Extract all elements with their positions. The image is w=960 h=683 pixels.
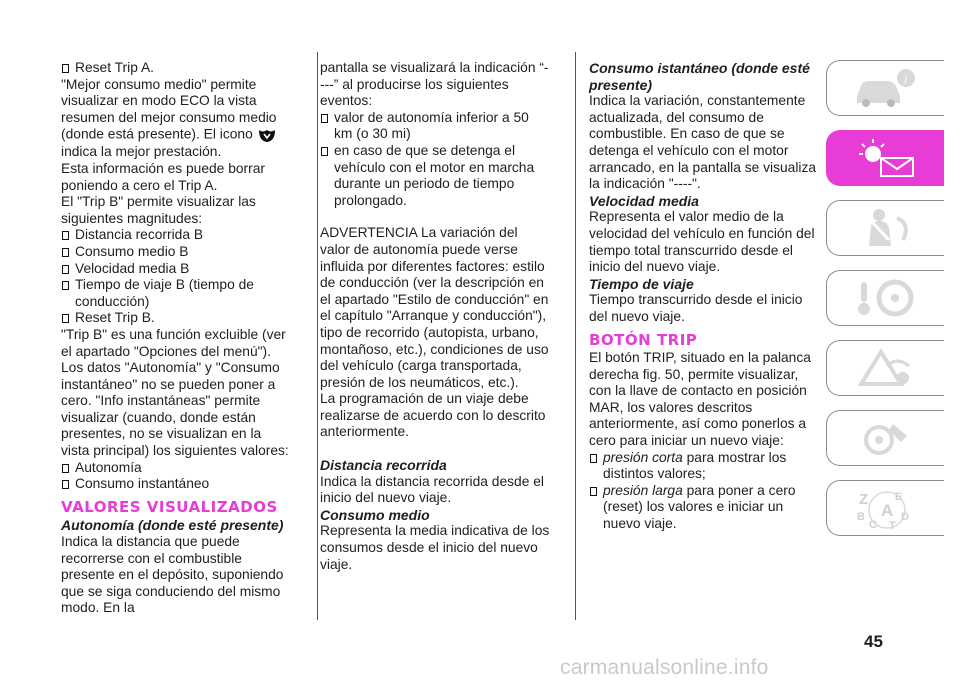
paragraph: Indica la distancia recorrida desde el inicio del nuevo viaje. <box>320 473 544 506</box>
subheading: Distancia recorrida <box>320 457 447 474</box>
column-divider <box>575 52 576 620</box>
key-steering-icon <box>851 276 921 320</box>
car-info-icon <box>851 66 921 110</box>
bullet-icon <box>321 147 328 156</box>
tab-emergency[interactable] <box>826 340 944 396</box>
paragraph: Esta información es puede borrar poniendo a cero el Trip A. <box>61 160 265 193</box>
paragraph: La programación de un viaje debe realizarse de acuerdo con lo descrito anteriormente. <box>320 391 546 440</box>
bullet-item: presión corta para mostrar los distintos valores; <box>589 450 819 483</box>
svg-text:C: C <box>868 519 877 530</box>
bullet-item: Reset Trip A. <box>61 60 291 77</box>
tab-car-info[interactable] <box>826 60 944 116</box>
bullet-item: Distancia recorrida B <box>61 227 291 244</box>
seatbelt-airbag-icon <box>851 206 921 250</box>
bullet-item: Velocidad media B <box>61 261 291 278</box>
bullet-icon <box>62 64 69 73</box>
paragraph: El "Trip B" permite visualizar las siguientes magnitudes: <box>61 194 256 226</box>
svg-text:i: i <box>903 72 907 86</box>
paragraph: "Trip B" es una función excluible (ver el apartado "Opciones del menú"). <box>61 326 286 359</box>
paragraph: Representa la media indicativa de los consumos desde el inicio del nuevo viaje. <box>320 523 550 572</box>
bullet-item: Autonomía <box>61 460 291 477</box>
bullet-item: valor de autonomía inferior a 50 km (o 30 mi) <box>320 110 550 143</box>
bullet-icon <box>62 464 69 473</box>
paragraph: Indica la variación, constantemente actualizada, del consumo de combustible. En caso de que se detenga el vehículo con el motor arrancado, en la pantalla se visualiza la indicación "----". <box>589 93 817 192</box>
bullet-icon <box>321 114 328 123</box>
paragraph: Tiempo transcurrido desde el inicio del nuevo viaje. <box>589 292 803 324</box>
paragraph: pantalla se visualizará la indicación “----” al producirse los siguientes eventos: <box>320 60 549 109</box>
warning-paragraph: ADVERTENCIA La variación del valor de autonomía puede verse influida por diferentes factores: estilo de conducción (ver la descripción en el apartado "Estilo de conducción" en el capítulo "Arranque y conducción"), tipo de recorrido (autopista, urbano, montañoso, etc.), condiciones de uso del vehículo (carga transportada, presión de los neumáticos, etc.). <box>320 225 549 390</box>
tab-starting-driving[interactable] <box>826 270 944 326</box>
paragraph: Indica la distancia que puede recorrerse con el combustible presente en el depósito, suponiendo que se siga conduciendo del mismo modo. En la <box>61 534 284 616</box>
warning-lights-icon <box>851 136 921 180</box>
tab-maintenance[interactable] <box>826 410 944 466</box>
subheading: Velocidad media <box>589 192 699 209</box>
index-letters-icon <box>851 486 921 530</box>
subheading: Tiempo de viaje <box>589 275 694 292</box>
bullet-icon <box>62 314 69 323</box>
paragraph: "Mejor consumo medio" permite visualizar en modo ECO la vista resumen del mejor consumo medio (donde está presente). El icono indica la mejor prestación. <box>61 76 277 160</box>
emergency-icon <box>851 346 921 390</box>
bullet-icon <box>62 281 69 290</box>
paragraph: Los datos "Autonomía" y "Consumo instantáneo" no se pueden poner a cero. "Info instantáneas" permite visualizar (cuando, donde están presentes, no se visualizan en la vista principal) los siguientes valores: <box>61 360 289 459</box>
bullet-item: Reset Trip B. <box>61 310 291 327</box>
eco-best-icon <box>257 126 277 144</box>
bullet-icon <box>62 265 69 274</box>
column-1 <box>61 60 291 617</box>
bullet-item: Consumo instantáneo <box>61 476 291 493</box>
section-heading: VALORES VISUALIZADOS <box>61 497 278 516</box>
bullet-item: presión larga para poner a cero (reset) los valores e iniciar un nuevo viaje. <box>589 483 819 533</box>
chapter-tabs <box>826 60 944 626</box>
svg-text:Z: Z <box>858 491 868 508</box>
column-divider <box>317 52 318 620</box>
tab-safety[interactable] <box>826 200 944 256</box>
bullet-item: en caso de que se detenga el vehículo con el motor en marcha durante un periodo de tiempo prolongado. <box>320 143 550 209</box>
watermark: carmanualsonline.info <box>560 656 769 679</box>
maintenance-icon <box>851 416 921 460</box>
bullet-item: Tiempo de viaje B (tiempo de conducción) <box>61 277 291 310</box>
svg-text:T: T <box>888 520 896 530</box>
tab-warning-lights[interactable] <box>826 130 944 186</box>
bullet-icon <box>62 231 69 240</box>
bullet-icon <box>62 248 69 257</box>
svg-text:D: D <box>900 511 909 523</box>
subheading: Consumo istantáneo (donde esté presente) <box>589 60 810 93</box>
paragraph: El botón TRIP, situado en la palanca derecha fig. 50, permite visualizar, con la llave de contacto en posición MAR, los valores descritos anteriormente, así como ponerlos a cero para iniciar un nuevo viaje: <box>589 350 811 449</box>
svg-text:A: A <box>880 501 893 520</box>
page-number: 45 <box>864 632 883 651</box>
svg-text:B: B <box>856 511 865 523</box>
column-2 <box>320 60 550 573</box>
subheading: Consumo medio <box>320 506 430 523</box>
bullet-icon <box>590 487 597 496</box>
bullet-icon <box>590 454 597 463</box>
bullet-icon <box>62 480 69 489</box>
svg-text:E: E <box>894 491 902 503</box>
paragraph: Representa el valor medio de la velocidad del vehículo en función del tiempo total transcurrido desde el inicio del nuevo viaje. <box>589 209 815 275</box>
section-heading: BOTÓN TRIP <box>589 330 698 349</box>
subheading: Autonomía (donde esté presente) <box>61 517 284 534</box>
tab-index[interactable] <box>826 480 944 536</box>
bullet-item: Consumo medio B <box>61 244 291 261</box>
column-3 <box>589 60 819 533</box>
